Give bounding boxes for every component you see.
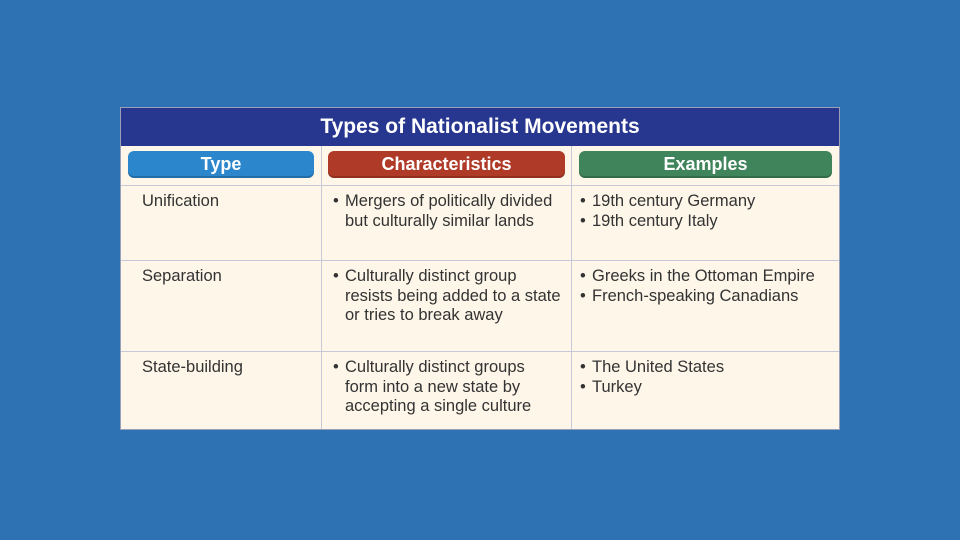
table-row bbox=[121, 352, 839, 429]
row-examples bbox=[578, 192, 836, 231]
row-type: Separation bbox=[142, 267, 222, 285]
table-row bbox=[121, 261, 839, 352]
characteristic-item: • Mergers of politically divided but culturally similar lands bbox=[331, 192, 561, 231]
example-item: • Turkey bbox=[578, 378, 836, 398]
row-examples bbox=[578, 358, 836, 397]
row-characteristics bbox=[331, 192, 561, 231]
example-item: • Greeks in the Ottoman Empire bbox=[578, 267, 836, 287]
row-characteristics bbox=[331, 358, 561, 417]
table-row bbox=[121, 186, 839, 261]
row-type: State-building bbox=[142, 358, 243, 376]
row-type: Unification bbox=[142, 192, 220, 210]
example-item: • French-speaking Canadians bbox=[578, 287, 836, 307]
table-header-row bbox=[121, 146, 839, 186]
nationalist-movements-table bbox=[120, 107, 840, 430]
characteristic-item: • Culturally distinct groups form into a new state by accepting a single culture bbox=[331, 358, 561, 417]
example-item: • The United States bbox=[578, 358, 836, 378]
table-title: Types of Nationalist Movements bbox=[121, 108, 839, 146]
row-examples bbox=[578, 267, 836, 306]
row-characteristics bbox=[331, 267, 561, 326]
examples-column-header: Examples bbox=[579, 151, 832, 178]
characteristics-column-header: Characteristics bbox=[328, 151, 565, 178]
example-item: • 19th century Italy bbox=[578, 212, 836, 232]
type-column-header: Type bbox=[128, 151, 314, 178]
example-item: • 19th century Germany bbox=[578, 192, 836, 212]
characteristic-item: • Culturally distinct group resists being added to a state or tries to break away bbox=[331, 267, 561, 326]
